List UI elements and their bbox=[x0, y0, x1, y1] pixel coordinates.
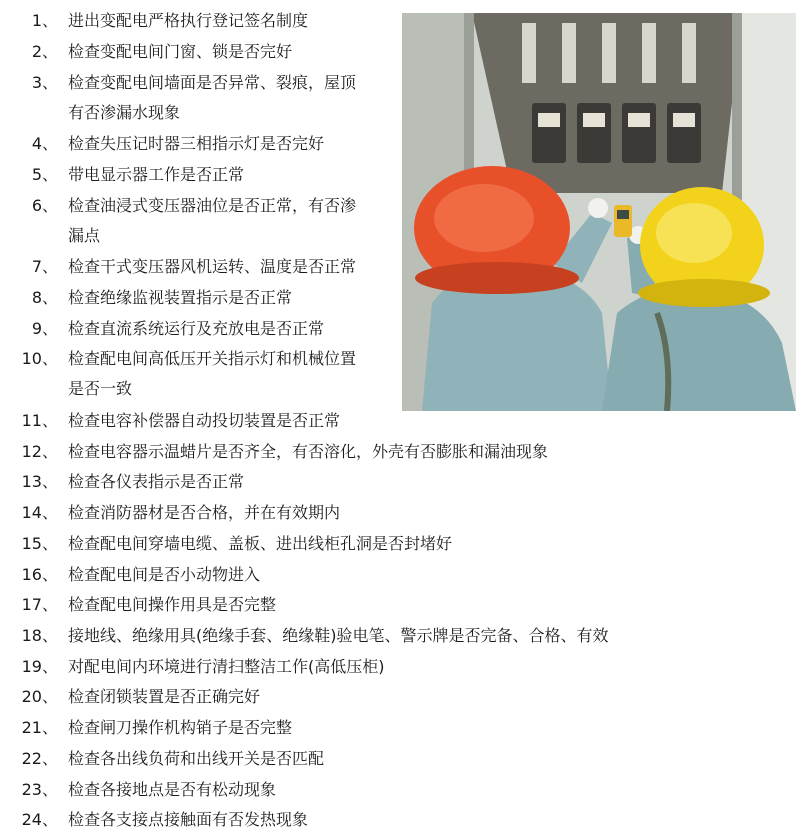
item-text: 检查直流系统运行及充放电是否正常 bbox=[68, 319, 325, 338]
item-number: 20、 bbox=[21, 687, 58, 706]
item-text: 检查各支接点接触面有否发热现象 bbox=[68, 810, 309, 829]
item-text: 检查各仪表指示是否正常 bbox=[68, 472, 245, 491]
item-number: 7、 bbox=[31, 257, 58, 276]
item-number: 22、 bbox=[21, 749, 58, 768]
item-number: 14、 bbox=[21, 503, 58, 522]
item-text: 检查消防器材是否合格，并在有效期内 bbox=[68, 503, 341, 522]
item-number: 23、 bbox=[21, 780, 58, 799]
item-number: 5、 bbox=[31, 165, 58, 184]
item-text: 检查失压记时器三相指示灯是否完好 bbox=[68, 134, 325, 153]
item-text: 接地线、绝缘用具(绝缘手套、绝缘鞋)验电笔、警示牌是否完备、合格、有效 bbox=[68, 626, 609, 645]
item-text: 检查变配电间门窗、锁是否完好 bbox=[68, 42, 293, 61]
item-text: 检查电容补偿器自动投切装置是否正常 bbox=[68, 411, 341, 430]
item-number: 11、 bbox=[21, 411, 58, 430]
item-number: 2、 bbox=[31, 42, 58, 61]
photo-illustration bbox=[402, 13, 796, 411]
item-text: 检查油浸式变压器油位是否正常，有否渗 bbox=[68, 196, 357, 215]
item-text: 检查电容器示温蜡片是否齐全，有否溶化，外壳有否膨胀和漏油现象 bbox=[68, 442, 549, 461]
item-text: 检查闭锁装置是否正确完好 bbox=[68, 687, 261, 706]
item-text: 带电显示器工作是否正常 bbox=[68, 165, 245, 184]
item-text: 检查绝缘监视装置指示是否正常 bbox=[68, 288, 293, 307]
item-text: 检查变配电间墙面是否异常、裂痕，屋顶 bbox=[68, 73, 357, 92]
item-number: 17、 bbox=[21, 595, 58, 614]
item-number: 8、 bbox=[31, 288, 58, 307]
item-text: 检查配电间穿墙电缆、盖板、进出线柜孔洞是否封堵好 bbox=[68, 534, 453, 553]
item-text: 检查配电间操作用具是否完整 bbox=[68, 595, 277, 614]
item-text: 检查闸刀操作机构销子是否完整 bbox=[68, 718, 293, 737]
item-number: 21、 bbox=[21, 718, 58, 737]
item-number: 9、 bbox=[31, 319, 58, 338]
item-text-continued: 漏点 bbox=[68, 226, 101, 245]
item-number: 1、 bbox=[31, 11, 58, 30]
item-text: 检查配电间是否小动物进入 bbox=[68, 565, 261, 584]
item-number: 12、 bbox=[21, 442, 58, 461]
item-text: 检查干式变压器风机运转、温度是否正常 bbox=[68, 257, 357, 276]
item-text: 检查配电间高低压开关指示灯和机械位置 bbox=[68, 349, 357, 368]
item-text-continued: 有否渗漏水现象 bbox=[68, 103, 181, 122]
item-text: 进出变配电严格执行登记签名制度 bbox=[68, 11, 309, 30]
item-number: 3、 bbox=[31, 73, 58, 92]
item-number: 19、 bbox=[21, 657, 58, 676]
item-text: 对配电间内环境进行清扫整洁工作(高低压柜) bbox=[68, 657, 385, 676]
item-number: 10、 bbox=[21, 349, 58, 368]
item-number: 4、 bbox=[31, 134, 58, 153]
item-number: 24、 bbox=[21, 810, 58, 829]
item-number: 18、 bbox=[21, 626, 58, 645]
item-number: 13、 bbox=[21, 472, 58, 491]
item-text-continued: 是否一致 bbox=[68, 379, 133, 398]
item-number: 15、 bbox=[21, 534, 58, 553]
item-text: 检查各出线负荷和出线开关是否匹配 bbox=[68, 749, 325, 768]
item-number: 16、 bbox=[21, 565, 58, 584]
electricians-inspecting-switchgear-photo bbox=[402, 13, 796, 411]
item-number: 6、 bbox=[31, 196, 58, 215]
item-text: 检查各接地点是否有松动现象 bbox=[68, 780, 277, 799]
